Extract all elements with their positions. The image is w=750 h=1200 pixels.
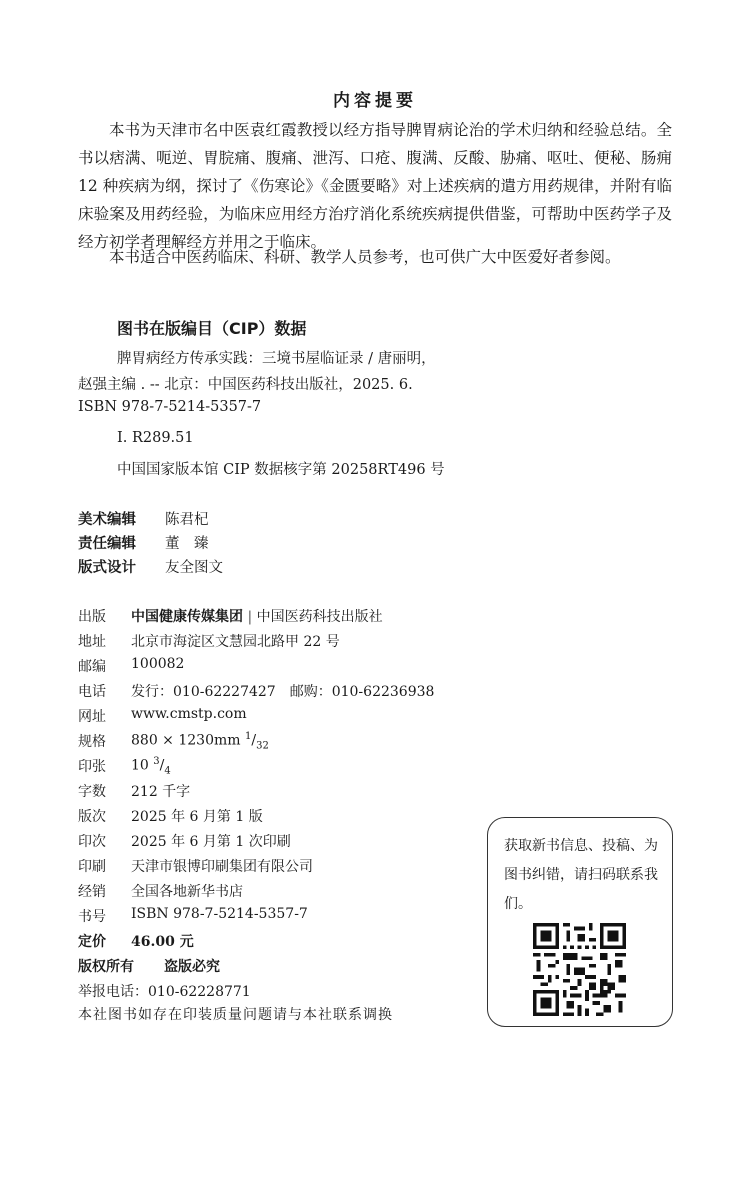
summary-title: 内容提要 (333, 91, 417, 111)
info-label: 电话 (78, 684, 106, 700)
phone-value: 发行：010-62227427 邮购：010-62236938 (131, 684, 435, 700)
cip-record-number: 中国国家版本馆 CIP 数据核字第 20258RT496 号 (117, 462, 445, 478)
publisher-name: 中国医药科技出版社 (256, 609, 383, 625)
sheets-numerator: 3 (153, 756, 160, 767)
staff-label: 美术编辑 (78, 512, 136, 528)
book-number-value: ISBN 978-7-5214-5357-7 (131, 906, 308, 922)
sheets-whole: 10 (131, 757, 149, 774)
qr-instruction-text: 获取新书信息、投稿、为图书纠错，请扫码联系我们。 (504, 838, 658, 912)
cip-line: 脾胃病经方传承实践：三境书屋临证录 / 唐丽明， (117, 351, 436, 367)
info-label: 印张 (78, 759, 106, 775)
staff-value: 陈君杞 (165, 512, 209, 528)
quality-notice: 本社图书如存在印装质量问题请与本社联系调换 (78, 1007, 393, 1023)
staff-label: 版式设计 (78, 560, 136, 576)
staff-label: 责任编辑 (78, 536, 136, 552)
format-value (131, 731, 269, 751)
cip-isbn: ISBN 978-7-5214-5357-7 (78, 399, 262, 415)
info-label: 网址 (78, 709, 106, 725)
qr-info-box (487, 817, 673, 1027)
publisher-line (131, 606, 383, 626)
publisher-brand: 中国健康传媒集团 (131, 609, 243, 625)
address-value: 北京市海淀区文慧园北路甲 22 号 (131, 634, 340, 650)
info-label: 印次 (78, 834, 106, 850)
format-slash: / (251, 732, 257, 749)
info-label: 字数 (78, 784, 106, 800)
info-label: 邮编 (78, 659, 106, 675)
website-link[interactable]: www.cmstp.com (131, 706, 247, 722)
cip-classification: Ⅰ. R289.51 (117, 430, 194, 446)
wordcount-value: 212 千字 (131, 784, 191, 800)
cip-line: 赵强主编 . -- 北京：中国医药科技出版社，2025. 6. (78, 377, 413, 393)
info-label: 出版 (78, 609, 106, 625)
info-label: 地址 (78, 634, 106, 650)
info-label: 印刷 (78, 859, 106, 875)
edition-value: 2025 年 6 月第 1 版 (131, 809, 263, 825)
sheets-denominator: 4 (164, 765, 171, 777)
copyright-label: 版权所有 (78, 959, 134, 975)
cip-title: 图书在版编目（CIP）数据 (117, 319, 307, 338)
info-label: 书号 (78, 909, 106, 925)
sheets-value (131, 756, 171, 776)
staff-value: 友全图文 (165, 560, 223, 576)
postcode-value: 100082 (131, 656, 185, 672)
format-denominator: 32 (256, 740, 269, 752)
staff-value: 董 臻 (165, 536, 209, 552)
printer-value: 天津市银博印刷集团有限公司 (131, 859, 313, 875)
info-label: 经销 (78, 884, 106, 900)
format-numerator: 1 (245, 731, 252, 742)
price-value: 46.00 元 (131, 934, 194, 950)
printing-value: 2025 年 6 月第 1 次印刷 (131, 834, 291, 850)
info-label: 版次 (78, 809, 106, 825)
sheets-slash: / (159, 757, 165, 774)
info-label: 规格 (78, 734, 106, 750)
publisher-separator: | (247, 609, 253, 625)
format-size: 880 × 1230mm (131, 732, 241, 749)
price-label: 定价 (78, 934, 106, 950)
report-phone: 举报电话：010-62228771 (78, 984, 251, 1000)
copyright-value: 盗版必究 (164, 959, 220, 975)
summary-paragraph: 本书适合中医药临床、科研、教学人员参考，也可供广大中医爱好者参阅。 (109, 248, 621, 266)
summary-paragraph: 本书为天津市名中医袁红霞教授以经方指导脾胃病论治的学术归纳和经验总结。全书以痞满、呃逆、胃脘痛、腹痛、泄泻、口疮、腹满、反酸、胁痛、呕吐、便秘、肠痈 12 种疾病为纲，探讨了《伤寒论》《金匮要略》对上述疾病的遣方用药规律，并附有临床验案及用药经验，为临床应用经方治疗消化系统疾病提供借鉴，可帮助中医药学子及经方初学者理解经方并用之于临床。 (78, 121, 672, 251)
qr-code-icon[interactable] (533, 923, 626, 1016)
distributor-value: 全国各地新华书店 (131, 884, 243, 900)
